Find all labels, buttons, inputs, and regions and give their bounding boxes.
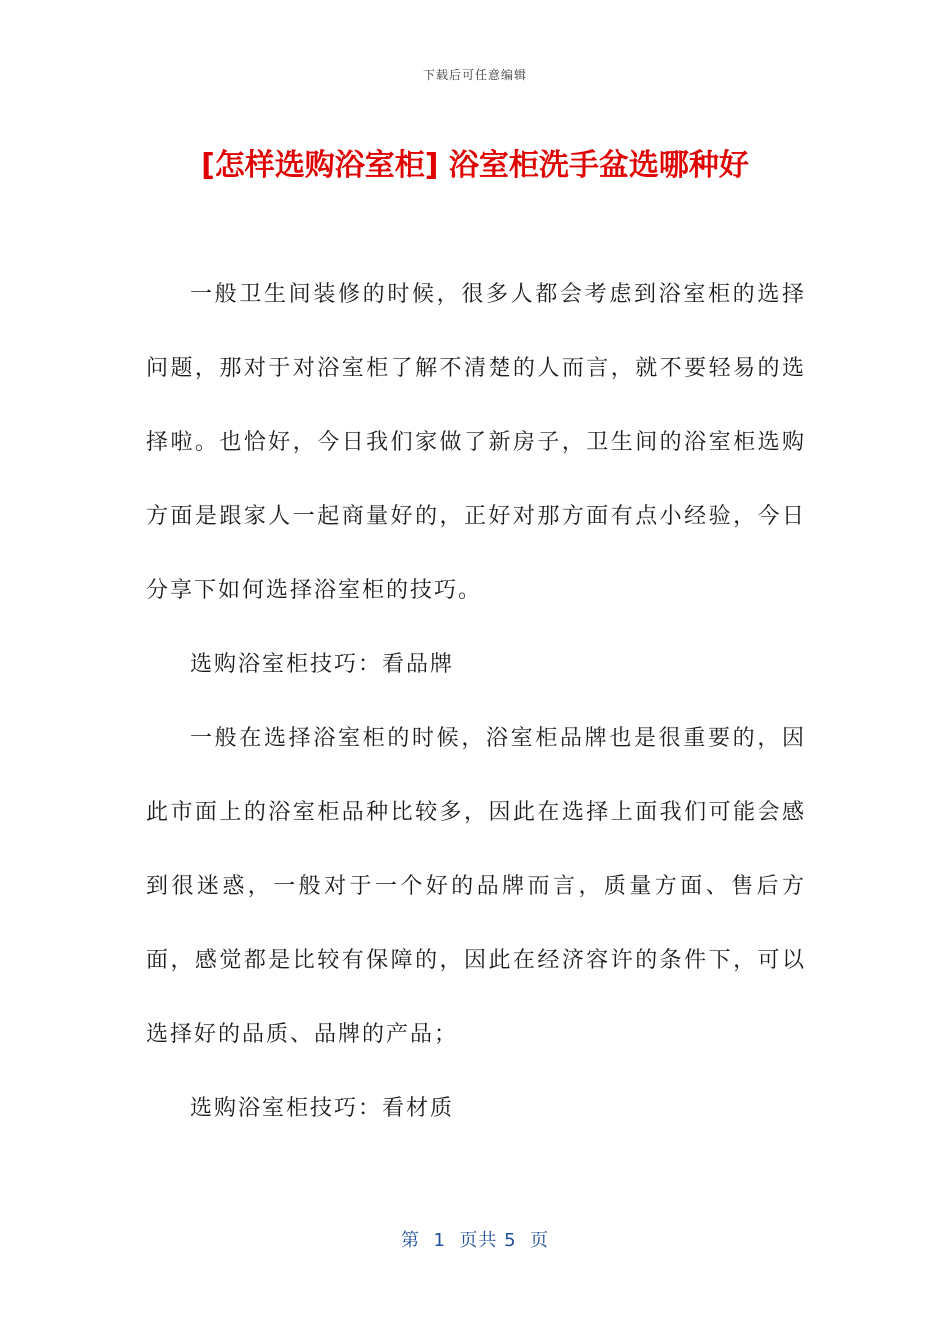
document-body [146,258,806,1146]
brand-paragraph: 一般在选择浴室柜的时候，浴室柜品牌也是很重要的，因此市面上的浴室柜品种比较多，因此在选择上面我们可能会感到很迷惑，一般对于一个好的品牌而言，质量方面、售后方面，感觉都是比较有保障的，因此在经济容许的条件下，可以选择好的品质、品牌的产品； [146,726,806,1047]
intro-paragraph: 一般卫生间装修的时候，很多人都会考虑到浴室柜的选择问题，那对于对浴室柜了解不清楚的人而言，就不要轻易的选择啦。也恰好，今日我们家做了新房子，卫生间的浴室柜选购方面是跟家人一起商量好的，正好对那方面有点小经验，今日分享下如何选择浴室柜的技巧。 [146,282,806,603]
page-footer: 第 1 页共 5 页 [401,1230,549,1251]
section-heading-material: 选购浴室柜技巧：看材质 [190,1096,455,1121]
document-title: [怎样选购浴室柜] 浴室柜洗手盆选哪种好 [201,148,749,183]
header-note: 下载后可任意编辑 [422,68,527,82]
section-heading-brand: 选购浴室柜技巧：看品牌 [190,652,455,677]
